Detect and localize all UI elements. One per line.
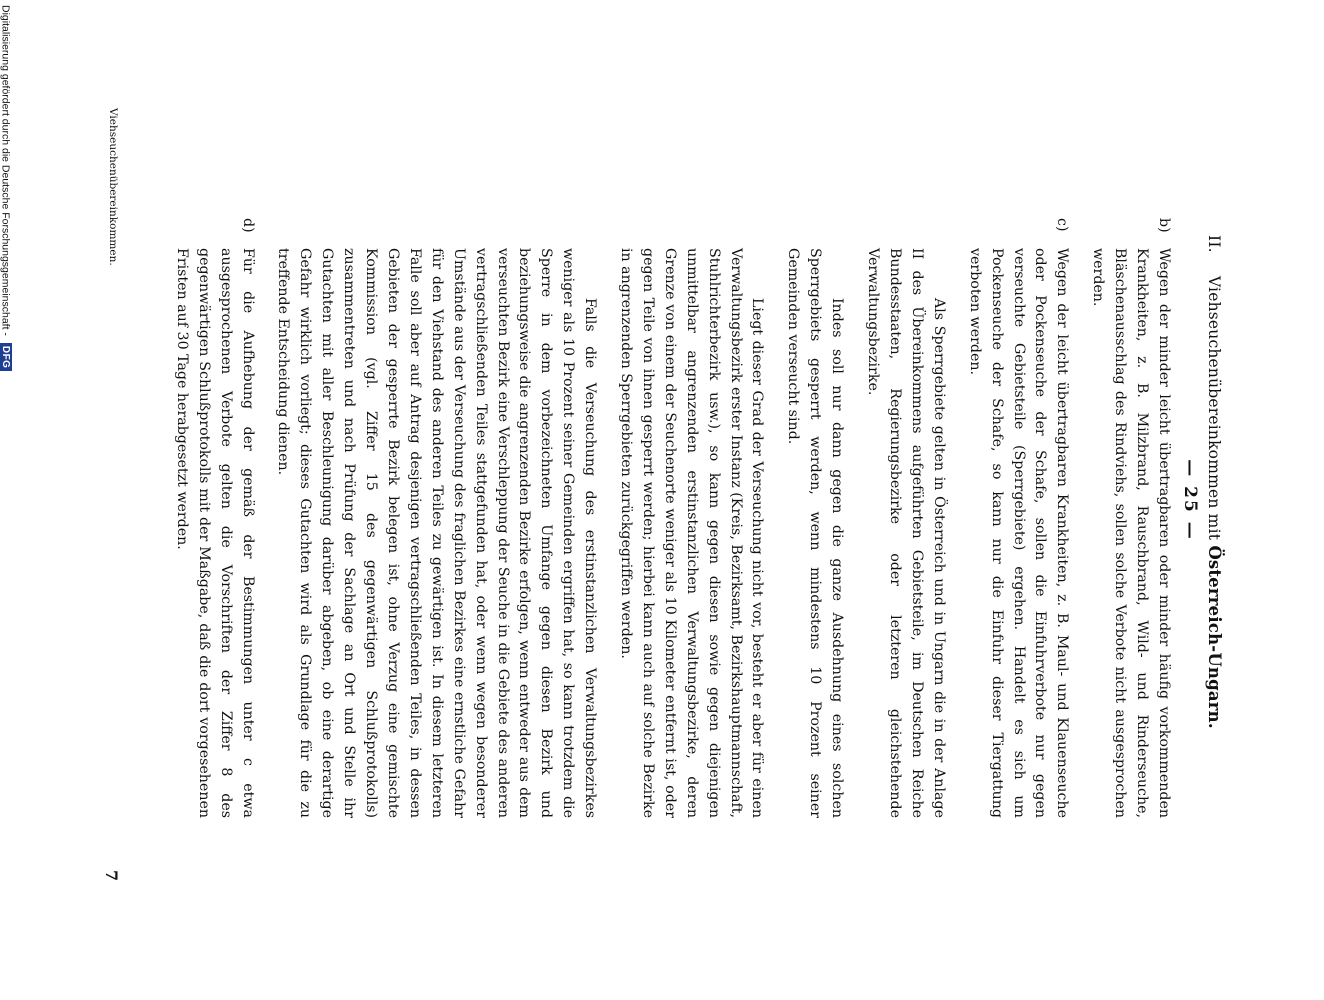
clause-b-text: Wegen der minder leicht übertragbaren oder minder häufig vorkommenden Krankheiten, z. B. Milzbrand, Rauschbrand, Wild- und Rinderseuche, Bläschenausschlag des Rindviehs, sollen solche Verbote nicht ausgesprochen werden. <box>1090 248 1172 818</box>
clause-c-text: Wegen der leicht übertragbaren Krankheiten, z. B. Maul- und Klauenseuche oder Pockenseuche der Schafe, sollen die Einfuhrverbote nur gegen verseuchte Gebietsteile (Sperrgebiete) ergehen. Handelt es sich um Pockenseuche der Schafe, so kann nur die Einfuhr dieser Tiergattung verboten werden. <box>966 248 1071 818</box>
clause-c-paragraph: Indes soll nur dann gegen die ganze Ausdehnung eines solchen Sperrgebiets gesperrt werden, wenn mindestens 10 Prozent seiner Gemeinden verseucht sind. <box>785 248 846 818</box>
footer-signature: Viehseuchenübereinkommen. <box>107 108 119 266</box>
clause-d-label: d) <box>239 218 256 233</box>
digitization-note <box>0 5 12 371</box>
page-number: — 25 — <box>1180 459 1200 541</box>
running-header <box>1205 235 1224 935</box>
section-number: II. <box>1205 235 1223 253</box>
clause-c-label: c) <box>1054 218 1071 232</box>
clause-c-paragraph: Liegt dieser Grad der Verseuchung nicht vor, besteht er aber für einen Verwaltungsbezirk erster Instanz (Kreis, Bezirksamt, Bezirkshauptmannschaft, Stuhlrichterbezirk usw.), so kann gegen diesen sowie gegen diejenigen unmittelbar angrenzenden erstinstanzlichen Verwaltungsbezirke, deren Grenze von einem der Seuchenorte weniger als 10 Kilometer entfernt ist, oder gegen Teile von ihnen gesperrt werden; hierbei kann auch auf solche Bezirke in angrenzenden Sperrgebieten zurückgegriffen werden. <box>618 248 766 818</box>
digitization-note-text: Digitalisierung gefördert durch die Deutsche Forschungsgemeinschaft - <box>0 5 12 336</box>
clause-c-paragraph: Als Sperrgebiete gelten in Österreich und in Ungarn die in der Anlage II des Übereinkommens aufgeführten Gebietsteile, im Deutschen Reiche Bundesstaaten, Regierungsbezirke oder letzteren gleichstehende Verwaltungsbezirke. <box>865 248 947 818</box>
clause-b <box>1086 218 1174 818</box>
header-country: Österreich-Ungarn. <box>1205 545 1224 729</box>
header-title: Viehseuchenübereinkommen mit <box>1205 275 1223 541</box>
clause-b-label: b) <box>1156 218 1172 233</box>
document-body <box>156 218 1174 818</box>
dfg-logo: DFG <box>0 343 12 372</box>
sheet-number: 7 <box>102 870 121 882</box>
clause-d <box>170 218 258 818</box>
clause-c <box>963 218 1073 818</box>
clause-c-paragraph: Falls die Verseuchung des erstinstanzlichen Verwaltungsbezirkes weniger als 10 Prozent seiner Gemeinden ergriffen hat, so kann trotzdem die Sperre in dem vorbezeichneten Umfange gegen diesen Bezirk und beziehungsweise die angrenzenden Bezirke erfolgen, wenn entweder aus dem verseuchten Bezirk eine Verschleppung der Seuche in die Gebiete des anderen vertragschließenden Teiles stattgefunden hat, oder wenn wegen besonderer Umstände aus der Verseuchung des fraglichen Bezirkes eine ernstliche Gefahr für den Viehstand des anderen Teiles zu gewärtigen ist. In diesem letzteren Falle soll aber auf Antrag desjenigen vertragschließenden Teiles, in dessen Gebieten der gesperrte Bezirk belegen ist, ohne Verzug eine gemischte Kommission (vgl. Ziffer 15 des gegenwärtigen Schlußprotokolls) zusammentreten und nach Prüfung der Sachlage an Ort und Stelle ihr Gutachten mit aller Beschleunigung darüber abgeben, ob eine derartige Gefahr wirklich vorliegt; dieses Gutachten wird als Grundlage für die zu treffende Entscheidung dienen. <box>275 248 599 818</box>
clause-d-text: Für die Aufhebung der gemäß der Bestimmungen unter c etwa ausgesprochenen Verbote gelten die Vorschriften der Ziffer 8 des gegenwärtigen Schlußprotokolls mit der Maßgabe, daß die dort vorgesehenen Fristen auf 30 Tage herabgesetzt werden. <box>173 248 256 818</box>
